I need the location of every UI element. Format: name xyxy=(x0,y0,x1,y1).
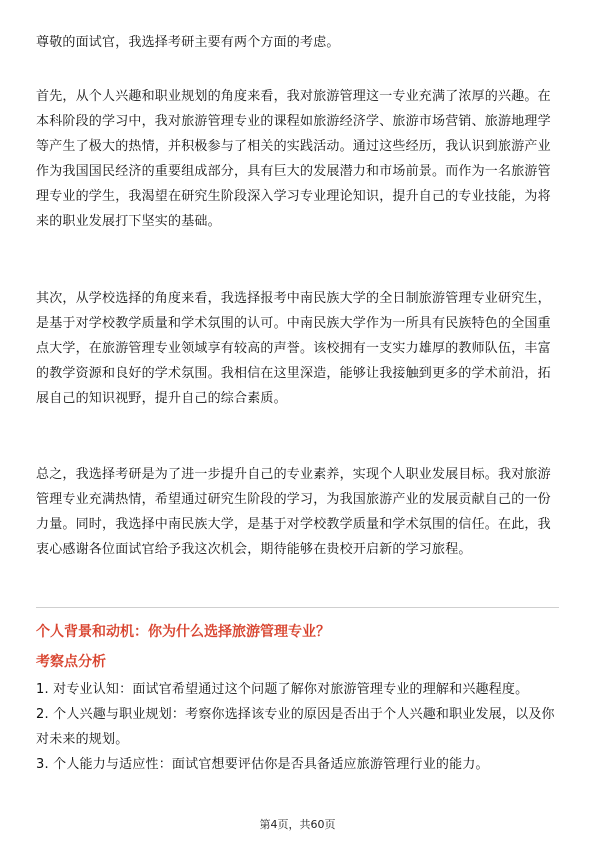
body-paragraph-school: 其次，从学校选择的角度来看，我选择报考中南民族大学的全日制旅游管理专业研究生，是基于对学校教学质量和学术氛围的认可。中南民族大学作为一所具有民族特色的全国重点大学，在旅游管理专业领域享有较高的声誉。该校拥有一支实力雄厚的教师队伍，丰富的教学资源和良好的学术氛围。我相信在这里深造，能够让我接触到更多的学术前沿，拓展自己的知识视野，提升自己的综合素质。 xyxy=(36,291,551,406)
page-number: 第4页，共60页 xyxy=(259,818,336,831)
list-item: 3. 个人能力与适应性：面试官想要评估你是否具备适应旅游管理行业的能力。 xyxy=(36,757,489,772)
list-item: 1. 对专业认知：面试官希望通过这个问题了解你对旅游管理专业的理解和兴趣程度。 xyxy=(36,682,529,697)
section-title: 个人背景和动机：你为什么选择旅游管理专业？ xyxy=(36,624,330,640)
analysis-list xyxy=(36,677,559,777)
body-paragraph-conclusion: 总之，我选择考研是为了进一步提升自己的专业素养，实现个人职业发展目标。我对旅游管理专业充满热情，希望通过研究生阶段的学习，为我国旅游产业的发展贡献自己的一份力量。同时，我选择中南民族大学，是基于对学校教学质量和学术氛围的信任。在此，我衷心感谢各位面试官给予我这次机会，期待能够在贵校开启新的学习旅程。 xyxy=(36,467,551,557)
section-subtitle: 考察点分析 xyxy=(36,654,106,670)
intro-paragraph: 尊敬的面试官，我选择考研主要有两个方面的考虑。 xyxy=(36,35,340,50)
section-divider xyxy=(36,607,559,608)
list-item: 2. 个人兴趣与职业规划：考察你选择该专业的原因是否出于个人兴趣和职业发展，以及你对未来的规划。 xyxy=(36,707,555,747)
body-paragraph-interest: 首先，从个人兴趣和职业规划的角度来看，我对旅游管理这一专业充满了浓厚的兴趣。在本科阶段的学习中，我对旅游管理专业的课程如旅游经济学、旅游市场营销、旅游地理学等产生了极大的热情，并积极参与了相关的实践活动。通过这些经历，我认识到旅游产业作为我国国民经济的重要组成部分，具有巨大的发展潜力和市场前景。而作为一名旅游管理专业的学生，我渴望在研究生阶段深入学习专业理论知识，提升自己的专业技能，为将来的职业发展打下坚实的基础。 xyxy=(36,89,551,229)
